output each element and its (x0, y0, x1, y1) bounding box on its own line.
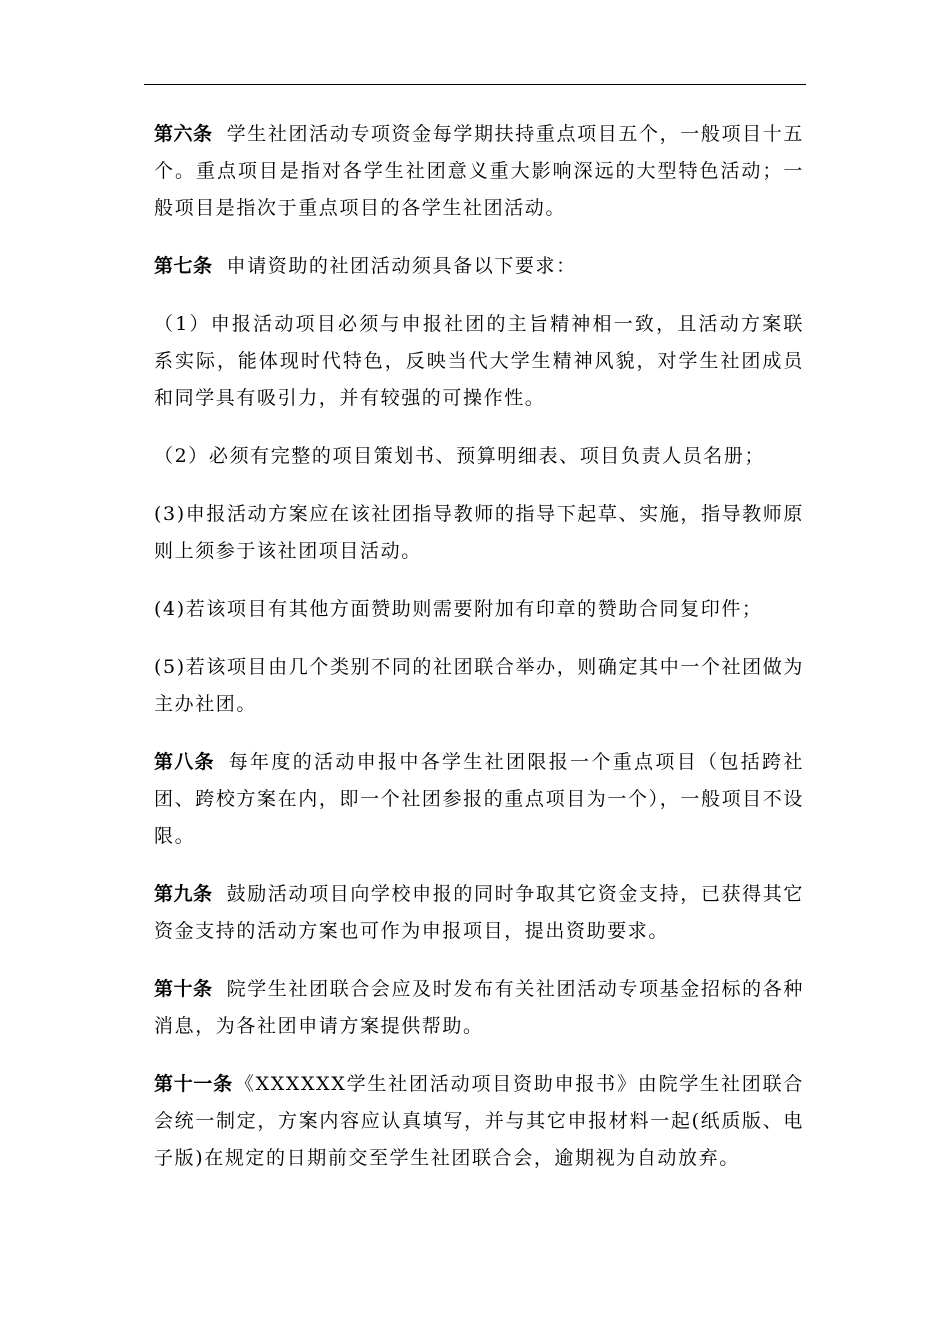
article-label: 第八条 (154, 751, 215, 773)
requirement-text: （1）申报活动项目必须与申报社团的主旨精神相一致，且活动方案联系实际，能体现时代特色，反映当代大学生精神风貌，对学生社团成员和同学具有吸引力，并有较强的可操作性。 (154, 313, 804, 409)
article-7 (154, 248, 804, 285)
document-body (154, 116, 804, 1198)
requirement-text: (5)若该项目由几个类别不同的社团联合举办，则确定其中一个社团做为主办社团。 (154, 656, 804, 715)
article-text: 鼓励活动项目向学校申报的同时争取其它资金支持，已获得其它资金支持的活动方案也可作为申报项目，提出资助要求。 (154, 883, 804, 942)
article-label: 第十一条 (154, 1073, 233, 1095)
requirement-text: (3)申报活动方案应在该社团指导教师的指导下起草、实施，指导教师原则上须参于该社团项目活动。 (154, 503, 804, 562)
article-8 (154, 744, 804, 855)
article-text: 院学生社团联合会应及时发布有关社团活动专项基金招标的各种消息，为各社团申请方案提供帮助。 (154, 978, 804, 1037)
requirement-4 (154, 591, 804, 628)
header-rule (144, 84, 806, 85)
article-10 (154, 971, 804, 1045)
requirement-3 (154, 496, 804, 570)
article-text: 申请资助的社团活动须具备以下要求： (226, 255, 577, 277)
article-text: 学生社团活动专项资金每学期扶持重点项目五个，一般项目十五个。重点项目是指对各学生社团意义重大影响深远的大型特色活动；一般项目是指次于重点项目的各学生社团活动。 (154, 123, 804, 219)
requirement-2 (154, 438, 804, 475)
requirement-text: (4)若该项目有其他方面赞助则需要附加有印章的赞助合同复印件； (154, 598, 763, 620)
article-label: 第九条 (154, 883, 213, 905)
requirement-1 (154, 306, 804, 417)
article-label: 第六条 (154, 123, 213, 145)
article-11 (154, 1066, 804, 1177)
requirement-text: （2）必须有完整的项目策划书、预算明细表、项目负责人员名册； (154, 445, 766, 467)
article-6 (154, 116, 804, 227)
article-text: 《XXXXXX学生社团活动项目资助申报书》由院学生社团联合会统一制定，方案内容应认真填写，并与其它申报材料一起(纸质版、电子版)在规定的日期前交至学生社团联合会，逾期视为自动放弃。 (154, 1073, 804, 1169)
article-9 (154, 876, 804, 950)
article-label: 第十条 (154, 978, 213, 1000)
article-label: 第七条 (154, 255, 213, 277)
article-text: 每年度的活动申报中各学生社团限报一个重点项目（包括跨社团、跨校方案在内，即一个社团参报的重点项目为一个），一般项目不设限。 (154, 751, 804, 847)
requirement-5 (154, 649, 804, 723)
